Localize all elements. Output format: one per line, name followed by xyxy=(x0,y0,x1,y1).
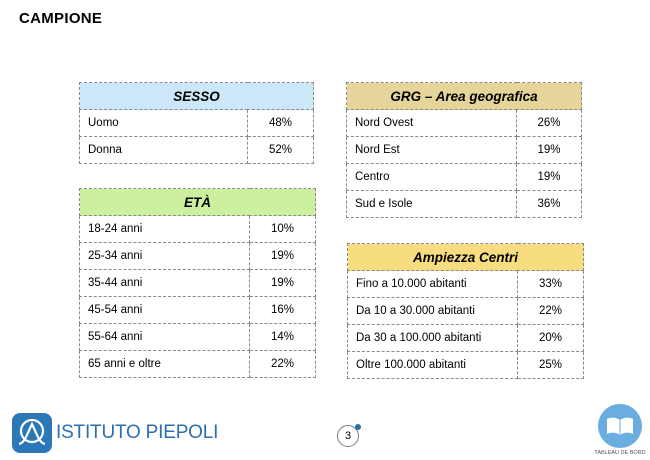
row-value: 19% xyxy=(250,270,316,297)
table-row xyxy=(80,351,316,378)
row-label: Donna xyxy=(80,137,248,164)
ampiezza-header: Ampiezza Centri xyxy=(348,244,584,271)
eta-table xyxy=(79,188,316,378)
row-value: 22% xyxy=(250,351,316,378)
table-row xyxy=(80,243,316,270)
row-label: Uomo xyxy=(80,110,248,137)
page-number-dot xyxy=(355,424,361,430)
row-value: 16% xyxy=(250,297,316,324)
row-label: Oltre 100.000 abitanti xyxy=(348,352,518,379)
page-title: CAMPIONE xyxy=(19,10,103,27)
row-value: 10% xyxy=(250,216,316,243)
row-value: 14% xyxy=(250,324,316,351)
table-row xyxy=(348,298,584,325)
tableau-de-bord-logo xyxy=(594,404,646,456)
logo-text: ISTITUTO PIEPOLI xyxy=(56,422,219,443)
table-row xyxy=(80,270,316,297)
row-label: 25-34 anni xyxy=(80,243,250,270)
row-value: 25% xyxy=(518,352,584,379)
row-label: Da 30 a 100.000 abitanti xyxy=(348,325,518,352)
table-row xyxy=(348,271,584,298)
row-label: 45-54 anni xyxy=(80,297,250,324)
table-row xyxy=(348,352,584,379)
piepoli-logo-icon xyxy=(12,413,52,453)
sesso-header: SESSO xyxy=(80,83,314,110)
row-value: 19% xyxy=(517,137,582,164)
row-value: 36% xyxy=(517,191,582,218)
table-row xyxy=(80,137,314,164)
row-value: 48% xyxy=(248,110,314,137)
row-value: 19% xyxy=(517,164,582,191)
row-label: 55-64 anni xyxy=(80,324,250,351)
table-row xyxy=(80,110,314,137)
table-row xyxy=(347,191,582,218)
table-row xyxy=(80,216,316,243)
row-value: 20% xyxy=(518,325,584,352)
row-label: 65 anni e oltre xyxy=(80,351,250,378)
row-value: 22% xyxy=(518,298,584,325)
open-book-icon xyxy=(598,404,642,448)
table-row xyxy=(80,297,316,324)
sesso-table xyxy=(79,82,314,164)
eta-header: ETÀ xyxy=(80,189,316,216)
ampiezza-table xyxy=(347,243,584,379)
row-label: Nord Est xyxy=(347,137,517,164)
row-value: 26% xyxy=(517,110,582,137)
row-label: 35-44 anni xyxy=(80,270,250,297)
row-label: Centro xyxy=(347,164,517,191)
row-label: Nord Ovest xyxy=(347,110,517,137)
row-value: 19% xyxy=(250,243,316,270)
row-label: 18-24 anni xyxy=(80,216,250,243)
table-row xyxy=(80,324,316,351)
row-label: Da 10 a 30.000 abitanti xyxy=(348,298,518,325)
grg-table xyxy=(346,82,582,218)
tableau-text: TABLEAU DE BORD xyxy=(594,450,646,456)
grg-header: GRG – Area geografica xyxy=(347,83,582,110)
table-row xyxy=(347,110,582,137)
table-row xyxy=(347,164,582,191)
row-value: 52% xyxy=(248,137,314,164)
row-label: Sud e Isole xyxy=(347,191,517,218)
table-row xyxy=(347,137,582,164)
row-value: 33% xyxy=(518,271,584,298)
table-row xyxy=(348,325,584,352)
page-number xyxy=(337,425,359,447)
row-label: Fino a 10.000 abitanti xyxy=(348,271,518,298)
istituto-piepoli-logo xyxy=(12,413,218,453)
page-number-label: 3 xyxy=(344,430,352,442)
